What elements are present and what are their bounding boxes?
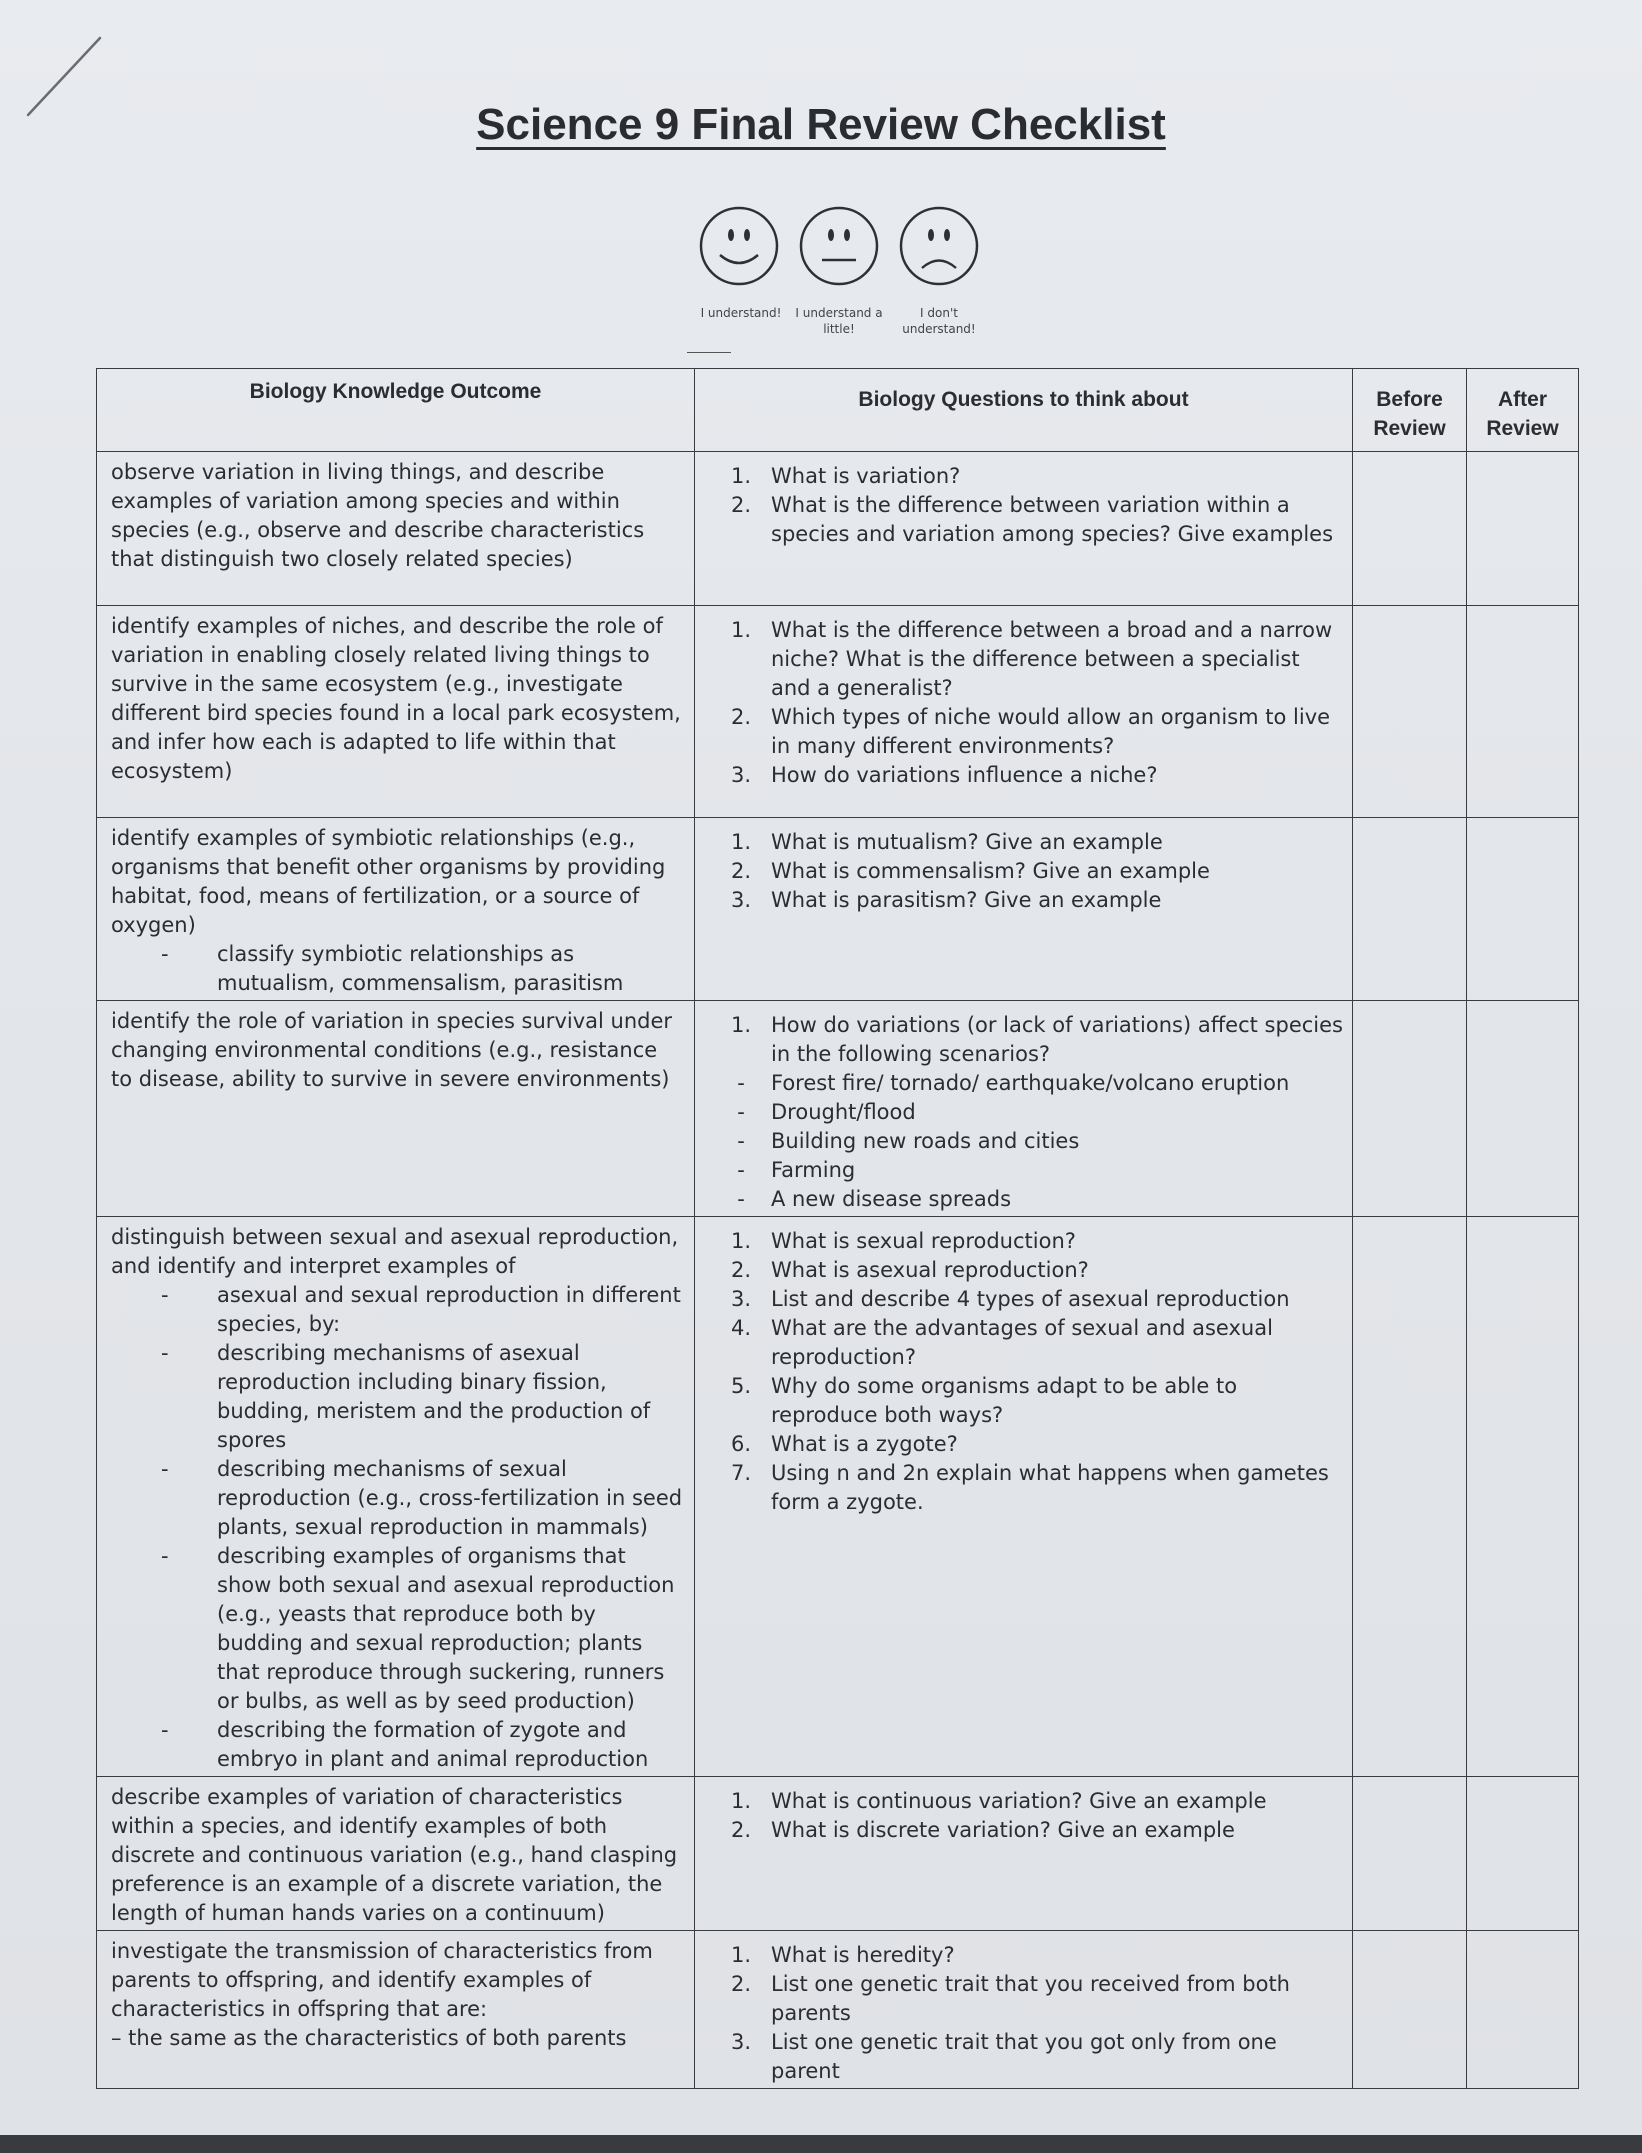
before-review-checkbox[interactable] <box>1353 1001 1467 1217</box>
question-item <box>711 1227 1344 1256</box>
question-number: 1. <box>730 1013 752 1037</box>
after-review-checkbox[interactable] <box>1467 452 1579 606</box>
question-number: 3. <box>730 1287 752 1311</box>
question-item <box>711 1256 1344 1285</box>
checklist-table <box>96 368 1579 2089</box>
subitem-dash: - <box>161 1457 169 1481</box>
before-review-checkbox[interactable] <box>1353 1217 1467 1777</box>
outcome-cell <box>97 1777 695 1931</box>
question-item <box>711 1816 1344 1845</box>
after-review-checkbox[interactable] <box>1467 1931 1579 2089</box>
outcome-cell <box>97 818 695 1001</box>
outcome-subitem <box>111 1716 684 1774</box>
before-review-checkbox[interactable] <box>1353 1931 1467 2089</box>
questions-cell <box>695 606 1353 818</box>
question-item <box>711 1069 1344 1098</box>
question-number: 2. <box>730 705 752 729</box>
header-after-review: After Review <box>1467 369 1579 452</box>
header-questions: Biology Questions to think about <box>695 369 1353 452</box>
question-item <box>711 761 1344 790</box>
question-item <box>711 2028 1344 2086</box>
smiling-face-icon <box>698 205 780 287</box>
outcome-cell <box>97 452 695 606</box>
question-number: 5. <box>730 1374 752 1398</box>
question-number: 3. <box>730 763 752 787</box>
subitem-dash: - <box>161 1544 169 1568</box>
question-number: - <box>737 1100 745 1124</box>
question-text: Which types of niche would allow an organism to live in many different environments? <box>771 705 1331 758</box>
face-underline <box>687 352 731 353</box>
question-text: How do variations influence a niche? <box>771 763 1158 787</box>
after-review-checkbox[interactable] <box>1467 1777 1579 1931</box>
question-number: 7. <box>730 1461 752 1485</box>
question-number: 1. <box>730 618 752 642</box>
outcome-subitem <box>111 1455 684 1542</box>
question-number: 1. <box>730 830 752 854</box>
question-number: 3. <box>730 888 752 912</box>
question-number: 1. <box>730 1789 752 1813</box>
outcome-subitem <box>111 1281 684 1339</box>
after-review-checkbox[interactable] <box>1467 606 1579 818</box>
question-number: 1. <box>730 1229 752 1253</box>
outcome-text: distinguish between sexual and asexual reproduction, and identify and interpret examples of <box>111 1225 679 1278</box>
question-text: What are the advantages of sexual and asexual reproduction? <box>771 1316 1273 1369</box>
outcome-text: identify examples of niches, and describe the role of variation in enabling closely related living things to survive in the same ecosystem (e.g., investigate different bird species found in a local park ecosystem, and infer how each is adapted to life within that ecosystem) <box>111 614 681 783</box>
subitem-text: describing mechanisms of sexual reproduction (e.g., cross-fertilization in seed plants, sexual reproduction in mammals) <box>217 1457 683 1539</box>
question-item <box>711 1941 1344 1970</box>
after-review-checkbox[interactable] <box>1467 818 1579 1001</box>
question-text: Drought/flood <box>771 1100 916 1124</box>
question-text: List and describe 4 types of asexual reproduction <box>771 1287 1290 1311</box>
desk-edge <box>0 2135 1642 2153</box>
question-number: 2. <box>730 493 752 517</box>
table-row <box>97 606 1579 818</box>
outcome-cell <box>97 1001 695 1217</box>
question-text: Using n and 2n explain what happens when gametes form a zygote. <box>771 1461 1329 1514</box>
question-number: 1. <box>730 1943 752 1967</box>
questions-cell <box>695 818 1353 1001</box>
question-item <box>711 857 1344 886</box>
question-text: What is parasitism? Give an example <box>771 888 1162 912</box>
question-item <box>711 1459 1344 1517</box>
before-review-checkbox[interactable] <box>1353 452 1467 606</box>
question-text: What is mutualism? Give an example <box>771 830 1163 854</box>
outcome-cell <box>97 1931 695 2089</box>
question-number: 4. <box>730 1316 752 1340</box>
questions-cell <box>695 1777 1353 1931</box>
face-label-understand: I understand! <box>700 306 782 320</box>
outcome-text: describe examples of variation of characteristics within a species, and identify examples of both discrete and continuous variation (e.g., hand clasping preference is an example of a discrete variation, the length of human hands varies on a continuum) <box>111 1785 678 1925</box>
after-review-checkbox[interactable] <box>1467 1001 1579 1217</box>
question-text: What is the difference between a broad and a narrow niche? What is the difference between a specialist and a generalist? <box>771 618 1333 700</box>
outcome-text: identify the role of variation in species survival under changing environmental conditions (e.g., resistance to disease, ability to survive in severe environments) <box>111 1009 673 1091</box>
question-text: What is variation? <box>771 464 961 488</box>
outcome-cell <box>97 1217 695 1777</box>
before-review-checkbox[interactable] <box>1353 818 1467 1001</box>
question-item <box>711 1787 1344 1816</box>
question-text: What is heredity? <box>771 1943 955 1967</box>
subitem-dash: - <box>161 942 169 966</box>
question-number: 1. <box>730 464 752 488</box>
outcome-extra: – the same as the characteristics of both parents <box>111 2026 627 2050</box>
question-text: How do variations (or lack of variations) affect species in the following scenarios? <box>771 1013 1343 1066</box>
table-row <box>97 452 1579 606</box>
question-item <box>711 828 1344 857</box>
question-text: What is sexual reproduction? <box>771 1229 1076 1253</box>
question-number: - <box>737 1071 745 1095</box>
subitem-text: describing examples of organisms that show both sexual and asexual reproduction (e.g., yeasts that reproduce both by budding and sexual reproduction; plants that reproduce through suckering, runners or bulbs, as well as by seed production) <box>217 1544 675 1713</box>
table-row <box>97 1931 1579 2089</box>
question-number: - <box>737 1158 745 1182</box>
question-text: List one genetic trait that you received from both parents <box>771 1972 1290 2025</box>
question-item <box>711 1127 1344 1156</box>
question-number: - <box>737 1187 745 1211</box>
question-text: What is commensalism? Give an example <box>771 859 1210 883</box>
question-number: 2. <box>730 859 752 883</box>
table-row <box>97 1777 1579 1931</box>
question-item <box>711 1372 1344 1430</box>
question-item <box>711 491 1344 549</box>
header-before-review: Before Review <box>1353 369 1467 452</box>
question-item <box>711 1285 1344 1314</box>
table-header-row <box>97 369 1579 452</box>
question-item <box>711 1156 1344 1185</box>
question-text: Why do some organisms adapt to be able to reproduce both ways? <box>771 1374 1238 1427</box>
question-number: 3. <box>730 2030 752 2054</box>
subitem-text: asexual and sexual reproduction in different species, by: <box>217 1283 681 1336</box>
question-item <box>711 616 1344 703</box>
questions-cell <box>695 1931 1353 2089</box>
page-title: Science 9 Final Review Checklist <box>476 100 1166 149</box>
question-item <box>711 1098 1344 1127</box>
question-text: What is a zygote? <box>771 1432 958 1456</box>
question-item <box>711 1185 1344 1214</box>
question-text: What is discrete variation? Give an example <box>771 1818 1235 1842</box>
subitem-dash: - <box>161 1718 169 1742</box>
header-outcome: Biology Knowledge Outcome <box>97 369 695 452</box>
question-item <box>711 1011 1344 1069</box>
question-text: Farming <box>771 1158 856 1182</box>
subitem-text: describing mechanisms of asexual reproduction including binary fission, budding, meristem and the production of spores <box>217 1341 651 1452</box>
question-text: What is the difference between variation within a species and variation among species? Give examples <box>771 493 1334 546</box>
question-number: 2. <box>730 1972 752 1996</box>
subitem-text: classify symbiotic relationships as mutualism, commensalism, parasitism <box>217 942 624 995</box>
questions-cell <box>695 1217 1353 1777</box>
outcome-text: investigate the transmission of characteristics from parents to offspring, and identify examples of characteristics in offspring that are: <box>111 1939 653 2021</box>
before-review-checkbox[interactable] <box>1353 606 1467 818</box>
outcome-text: observe variation in living things, and describe examples of variation among species and within species (e.g., observe and describe characteristics that distinguish two closely related species) <box>111 460 645 571</box>
face-label-dont-understand: I don't understand! <box>902 306 976 336</box>
table-row <box>97 1001 1579 1217</box>
subitem-dash: - <box>161 1283 169 1307</box>
table-row <box>97 818 1579 1001</box>
subitem-dash: - <box>161 1341 169 1365</box>
question-item <box>711 703 1344 761</box>
question-text: Building new roads and cities <box>771 1129 1080 1153</box>
frowning-face-icon <box>898 205 980 287</box>
neutral-face-icon <box>798 205 880 287</box>
question-item <box>711 462 1344 491</box>
subitem-text: describing the formation of zygote and embryo in plant and animal reproduction <box>217 1718 649 1771</box>
question-number: 6. <box>730 1432 752 1456</box>
question-item <box>711 1970 1344 2028</box>
question-text: A new disease spreads <box>771 1187 1012 1211</box>
questions-cell <box>695 452 1353 606</box>
understanding-scale <box>690 205 990 355</box>
after-review-checkbox[interactable] <box>1467 1217 1579 1777</box>
question-text: Forest fire/ tornado/ earthquake/volcano eruption <box>771 1071 1290 1095</box>
before-review-checkbox[interactable] <box>1353 1777 1467 1931</box>
outcome-subitem <box>111 1339 684 1455</box>
face-label-understand-little: I understand a little! <box>795 306 883 336</box>
outcome-cell <box>97 606 695 818</box>
outcome-text: identify examples of symbiotic relationships (e.g., organisms that benefit other organisms by providing habitat, food, means of fertilization, or a source of oxygen) <box>111 826 666 937</box>
question-number: 2. <box>730 1818 752 1842</box>
table-row <box>97 1217 1579 1777</box>
question-number: 2. <box>730 1258 752 1282</box>
question-text: What is asexual reproduction? <box>771 1258 1089 1282</box>
question-number: - <box>737 1129 745 1153</box>
question-text: List one genetic trait that you got only from one parent <box>771 2030 1277 2083</box>
question-text: What is continuous variation? Give an example <box>771 1789 1267 1813</box>
outcome-subitem <box>111 1542 684 1716</box>
question-item <box>711 1314 1344 1372</box>
questions-cell <box>695 1001 1353 1217</box>
question-item <box>711 886 1344 915</box>
outcome-subitem <box>111 940 684 998</box>
question-item <box>711 1430 1344 1459</box>
